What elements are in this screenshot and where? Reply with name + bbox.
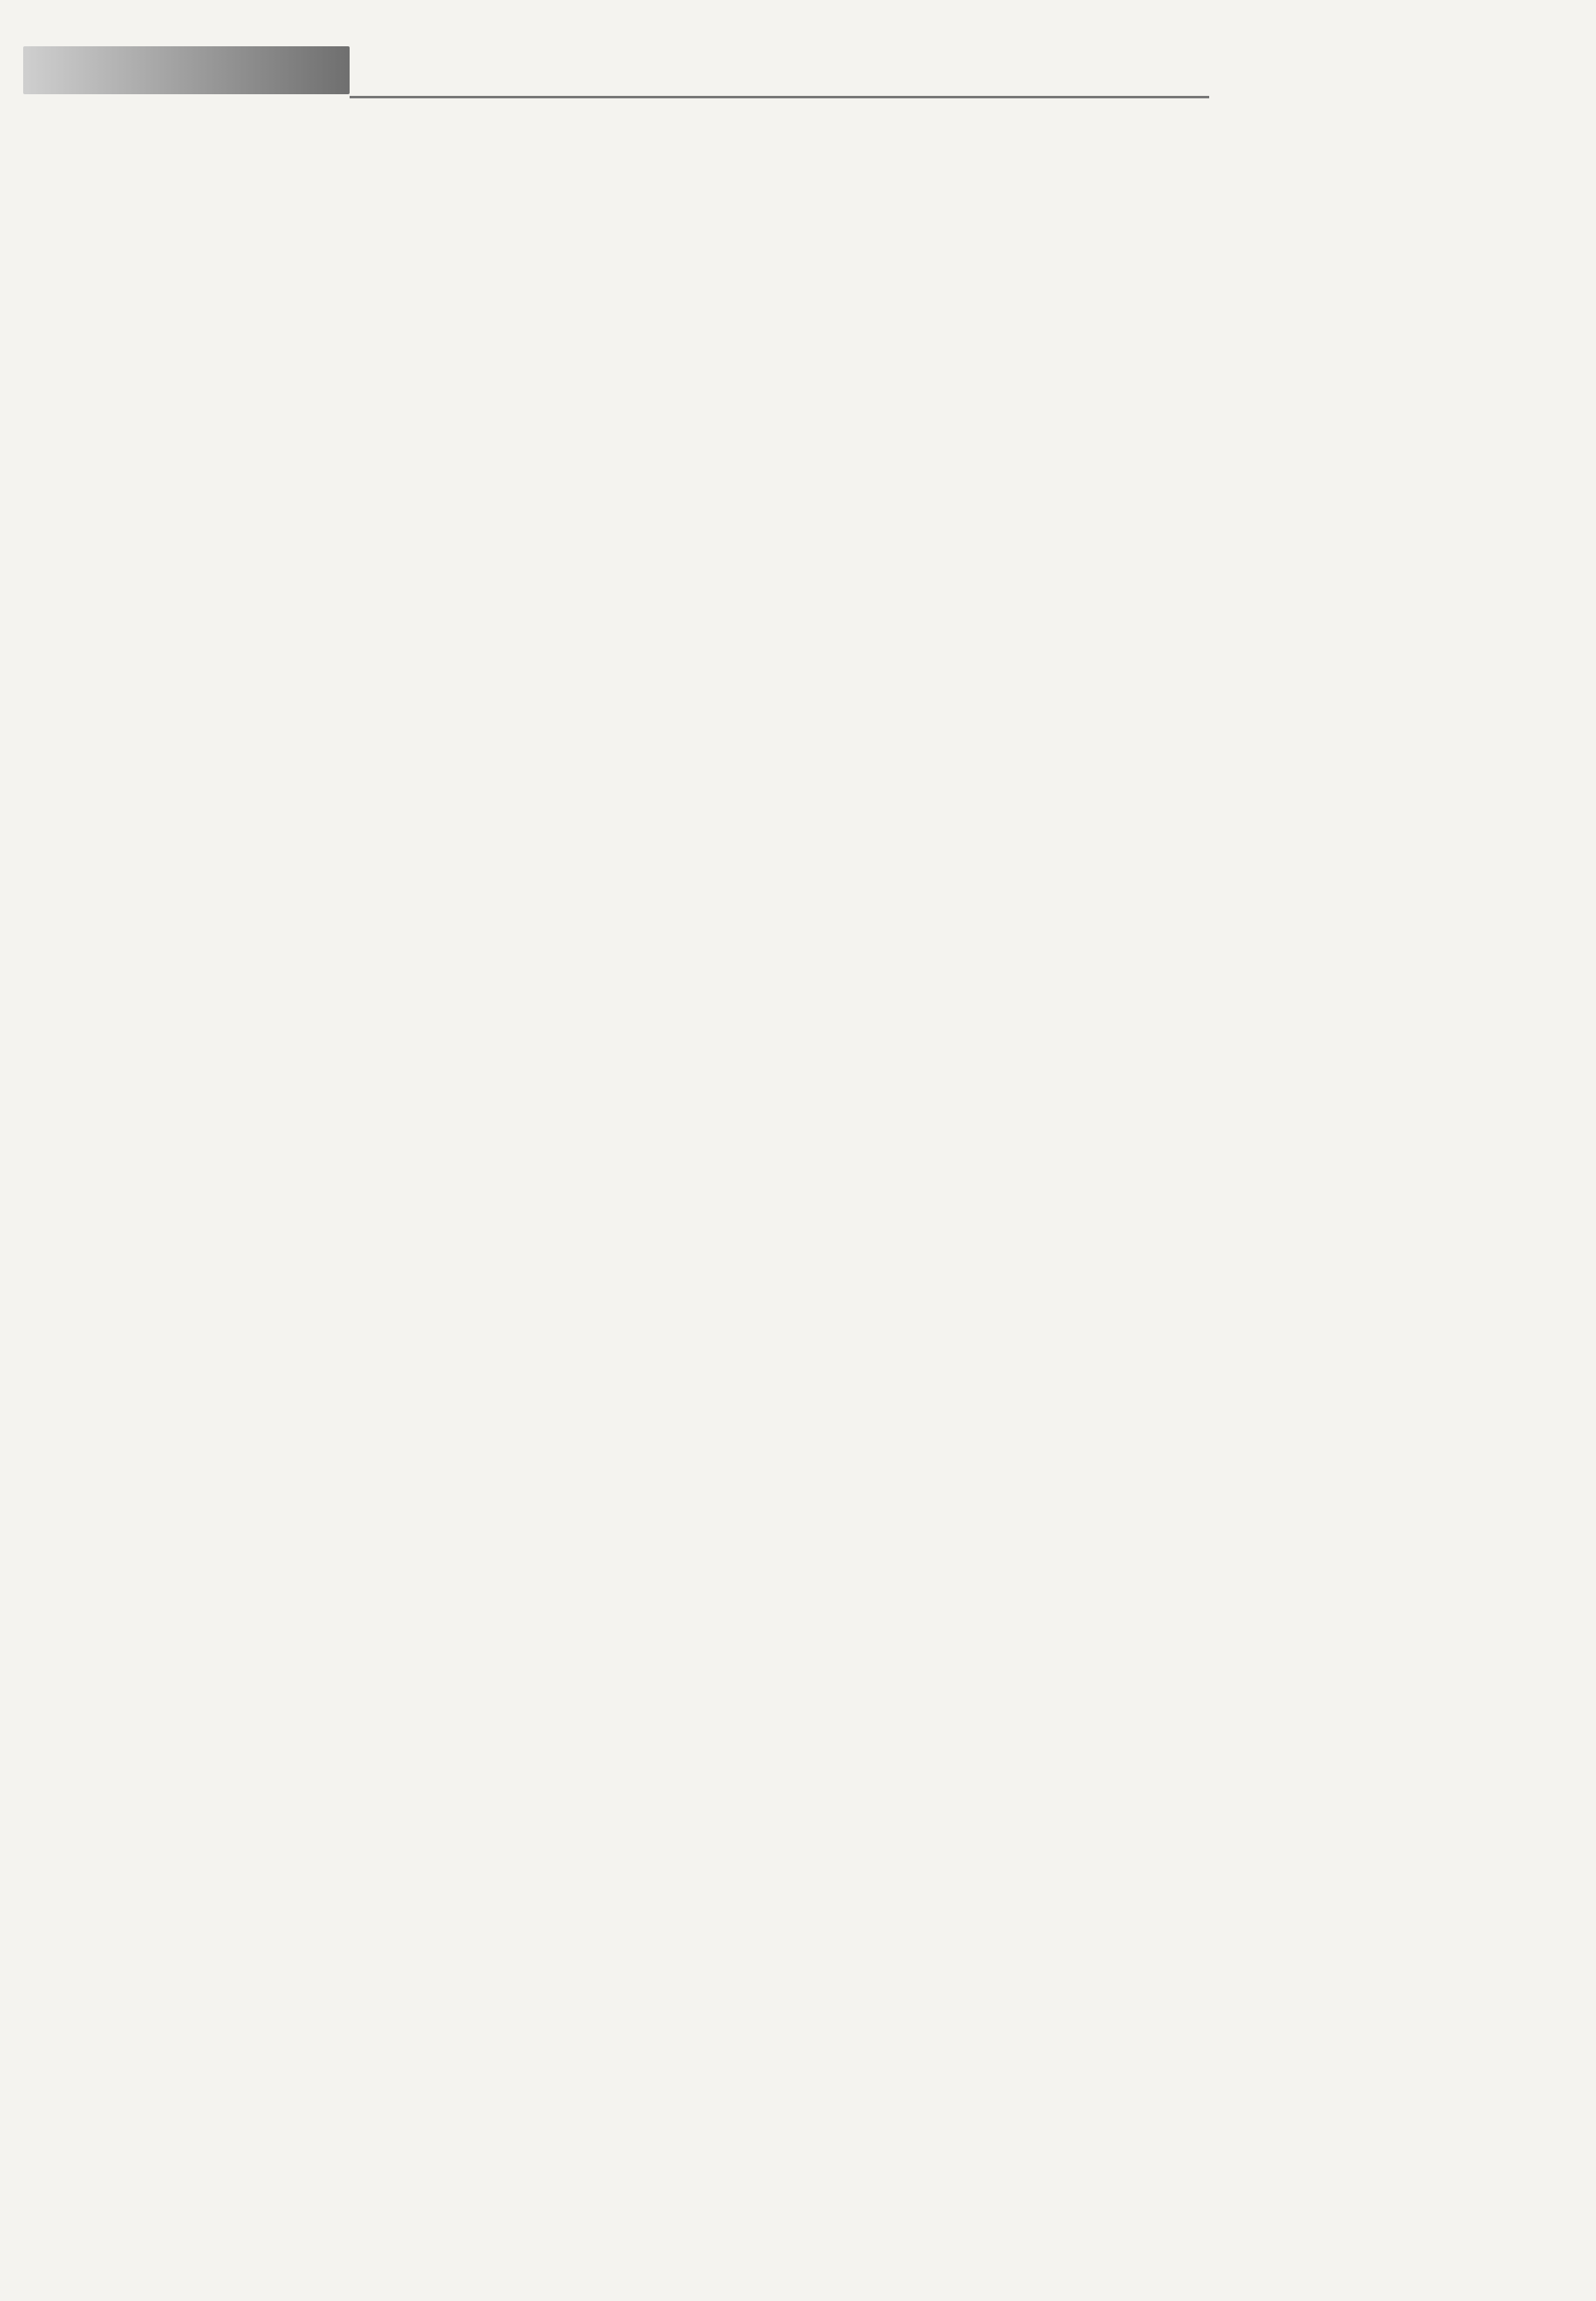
- page-header: [23, 46, 1180, 98]
- header-rule: [350, 96, 1209, 98]
- brand-logo: [23, 46, 350, 94]
